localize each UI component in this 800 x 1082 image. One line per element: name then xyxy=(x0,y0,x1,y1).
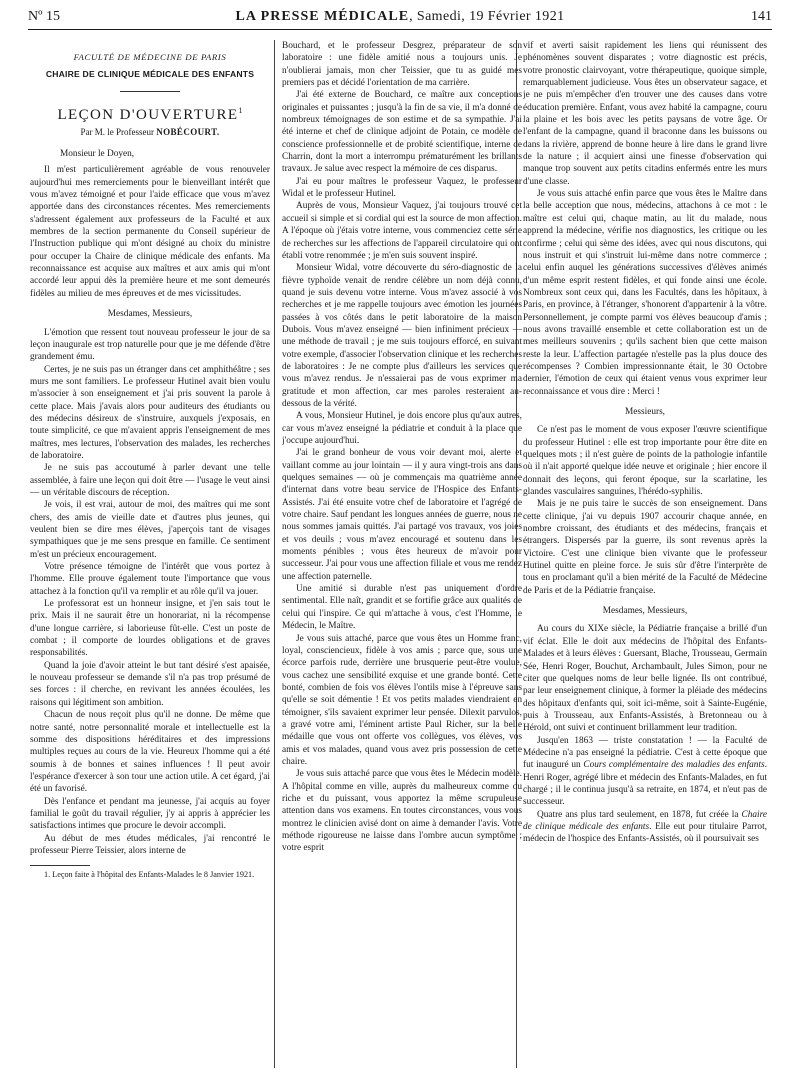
paragraph: Mais je ne puis taire le succès de son enseignement. Dans cette clinique, j'ai vu depuis 1907 accourir chaque année, en nombre croissant, des étudiants et des médecins, français et étrangers. Dispersés par la guerre, ils sont revenus après la Victoire. C'est une clinique bien vivante que le professeur Hutinel quitte en pleine force. Je suis sûr d'être l'interprète de tous en proclamant qu'il a bien mérité de la Faculté de Médecine de Paris et de la Pédiatrie française. xyxy=(523,499,767,596)
paragraph: A vous, Monsieur Hutinel, je dois encore plus qu'aux autres, car vous m'avez enseigné la pédiatrie et conduit à la place que j'occupe aujourd'hui. xyxy=(282,411,522,446)
paragraph-text: Quatre ans plus tard seulement, en 1878, fut créée la xyxy=(537,809,742,820)
faculty-heading: FACULTÉ DE MÉDECINE DE PARIS xyxy=(73,52,227,62)
footnote: 1. Leçon faite à l'hôpital des Enfants-Malades le 8 Janvier 1921. xyxy=(44,870,255,880)
paragraph-text: . Henri Roger, agrégé libre et médecin des Enfants-Malades, en fut chargé ; il le continua jusqu'à sa retraite, en 1874, et n'eut pas de successeur. xyxy=(523,760,767,808)
paragraph xyxy=(523,809,767,846)
paragraph: Au début de mes études médicales, j'ai rencontré le professeur Pierre Teissier, alors interne de xyxy=(30,833,270,856)
paragraph-text: Jusqu'en 1863 — triste constatation ! — la Faculté de Médecine n'a pas enseigné la pédiatrie. C'est à cette époque que fut inauguré un xyxy=(523,735,767,771)
paragraph: Certes, je ne suis pas un étranger dans cet amphithéâtre ; ses murs me sont familiers. Le professeur Hutinel avait bien voulu m'associer à son enseignement et j'ai pris souvent la parole à cette place. Mais j'avais alors pour auditeurs des étudiants ou des médecins désireux de s'instruire, auxquels j'exposais, en toute simplicité, ce que m'avaient appris l'enseignement de mes maîtres, mes lectures, l'observation des malades, les recherches de laboratoire. xyxy=(30,364,270,461)
footnote-mark: 1 xyxy=(238,105,243,115)
paragraph: Je vous suis attaché parce que vous êtes le Médecin modèle. A l'hôpital comme en ville, auprès du malheureux comme du riche et du puissant, vous apportez la même scrupuleuse attention dans vos examens. En toutes circonstances, vous vous montrez le clinicien avisé dont on aime à demander l'avis. Votre méthode rigoureuse ne laisse dans l'ombre aucun symptôme ; votre esprit xyxy=(282,769,522,854)
text-column-1 xyxy=(30,40,270,1070)
paragraph: J'ai été externe de Bouchard, ce maître aux conceptions originales et puissantes ; jusqu'à la fin de sa vie, il m'a donné de nombreux témoignages de son estime et de sa sympathie. J'ai été interne et chef de clinique adjoint de Potain, ce modèle de conscience professionnelle et de probité scientifique, interne de Charrin, dont la mort a interrompu prématurément les brillants travaux. Je salue avec respect la mémoire de ces disparus. xyxy=(282,90,522,175)
paragraph: J'ai le grand bonheur de vous voir devant moi, alerte et vaillant comme au jour lointain — il y aura vingt-trois ans dans quelques semaines — où je commençais ma quatrième année d'internat dans votre beau service de l'Hospice des Enfants-Assistés. J'ai été ensuite votre chef de laboratoire et l'agrégé de votre chaire. Sauf pendant les longues années de guerre, nous ne nous sommes jamais quittés. J'ai partagé vos travaux, vos joies et vos deuils ; vous m'avez encouragé et soutenu dans les moments pénibles ; vous êtes heureux de m'avoir pour successeur. J'ai pour vous une affection filiale et vous me rendez une affection paternelle. xyxy=(282,448,522,582)
page-header xyxy=(28,9,772,30)
journal-name: LA PRESSE MÉDICALE xyxy=(235,9,410,24)
course-title: Cours complémentaire des maladies des enfants xyxy=(583,760,765,771)
paragraph: Auprès de vous, Monsieur Vaquez, j'ai toujours trouvé cet accueil si simple et si cordial qui est la source de mon affection. A l'époque où j'étais votre interne, vous commenciez cette série de recherches sur les affections de l'appareil circulatoire qui ont établi votre renommée ; je m'en suis souvent inspiré. xyxy=(282,201,522,261)
paragraph: Je vois, il est vrai, autour de moi, des maîtres qui me sont chers, des amis de vieille date et d'autres plus jeunes, qui veulent bien se dire mes élèves, j'aperçois tant de visages sympathiques que je me sens presque en famille. Ce sentiment m'est un précieux encouragement. xyxy=(30,500,270,560)
salutation: Messieurs, xyxy=(624,406,666,417)
paragraph: Je vous suis attaché, parce que vous êtes un Homme franc, loyal, consciencieux, fidèle à vos amis ; parce que, sous une écorce parfois rude, derrière une brusquerie peut-être voulue, vous cachez une sensibilité exquise et une grande bonté. Cette bonté, combien de fois vos élèves l'ontils mise à l'épreuve sans qu'elle se soit démentie ! Et vos petits malades viendraient en témoigner, s'ils savaient exprimer leur pensée. Dilexit parvulos, a gravé votre ami, l'éminent artiste Paul Richer, sur la belle médaille que vous ont offerte vos collègues, vos élèves, vos amis et vos malades, quand vous avez pris possession de cette chaire. xyxy=(282,633,522,767)
paragraph: L'émotion que ressent tout nouveau professeur le jour de sa leçon inaugurale est trop naturelle pour que je me défende d'être grandement ému. xyxy=(30,327,270,363)
salutation: Mesdames, Messieurs, xyxy=(107,309,193,320)
paragraph: Je ne suis pas accoutumé à parler devant une telle assemblée, à faire une leçon qui doit être — l'usage le veut ainsi — un véritable discours de réception. xyxy=(30,463,270,498)
paragraph: Monsieur Widal, votre découverte du séro-diagnostic de la fièvre typhoïde venait de rendre célèbre un nom déjà connu, quand je suis devenu votre interne. Vous m'avez associé à vos recherches et je me rappelle toujours avec émotion les journées passées à vos côtés dans le petit laboratoire de la maison Dubois. Vous m'avez enseigné — bien infiniment précieux — une méthode de travail ; je me suis toujours efforcé, en suivant votre exemple, d'associer l'observation clinique et les recherches de laboratoires : Je ne compte plus d'ailleurs les services que vous m'avez rendus. Je n'essaierai pas de vous exprimer ma gratitude et mon affection, car mes paroles resteraient au-dessous de la vérité. xyxy=(282,263,522,409)
page-number: 141 xyxy=(751,9,772,24)
chair-heading: CHAIRE DE CLINIQUE MÉDICALE DES ENFANTS xyxy=(45,69,255,80)
paragraph: Je vous suis attaché enfin parce que vous êtes le Maître dans la belle acception que nous, médecins, attachons à ce mot : le maître est celui qui, chaque matin, au lit du malade, nous apprend la médecine, vérifie nos diagnostics, les critique ou les confirme ; celui qui sème des idées, avec qui nous discutons, qui nous instruit et qui s'instruit lui-même dans notre commerce ; celui enfin auquel les générations successives d'élèves animés d'un même esprit restent fidèles, et qui fonde ainsi une école. Nombreux sont ceux qui, dans les Facultés, dans les hôpitaux, à Paris, en province, à l'étranger, s'honorent d'appartenir à la vôtre. Personnellement, je compte parmi vos élèves beaucoup d'amis ; nous avons travaillé ensemble et cette collaboration est un de mes meilleurs souvenirs ; qu'ils sachent bien que cette maison reste la leur. L'affection partagée n'estelle pas la plus douce des récompenses ? Combien impressionnante était, le 30 Octobre dernier, l'émotion de ceux qui étaient venus vous exprimer leur reconnaissance et vous dire : Merci ! xyxy=(523,189,767,397)
issue-number: Nº 15 xyxy=(28,9,60,24)
paragraph: Le professorat est un honneur insigne, et j'en sais tout le prix. Mais il ne saurait être un honorariat, ni la récompense d'une longue carrière, si laborieuse fût-elle. C'est un poste de combat ; il comporte de lourdes obligations et de graves responsabilités. xyxy=(30,599,270,659)
paragraph: Une amitié si durable n'est pas uniquement d'ordre sentimental. Elle naît, grandit et se fortifie grâce aux qualités de celui qui l'inspire. Ce qui m'attache à vous, c'est l'Homme, le Médecin, le Maître. xyxy=(282,584,522,632)
paragraph: Dès l'enfance et pendant ma jeunesse, j'ai acquis au foyer familial le goût du travail régulier, j'y ai appris à apprécier les satisfactions intimes que procure le devoir accompli. xyxy=(30,796,270,832)
paragraph: Votre présence témoigne de l'intérêt que vous portez à l'homme. Elle prouve également toute l'importance que vous attachez à la fonction qu'il va remplir et au rôle qu'il va jouer. xyxy=(30,562,270,597)
paragraph xyxy=(523,735,767,809)
paragraph: Chacun de nous reçoit plus qu'il ne donne. De même que notre santé, notre personnalité morale et intellectuelle est la somme des dispositions héréditaires et des impressions multiples reçues au cours de la vie. Heureux l'homme qui a été soumis à de bonnes et saines influences ! Il peut avoir l'espérance d'exercer à son tour une action utile. A cet égard, j'ai été un favorisé. xyxy=(30,710,270,795)
paragraph: Ce n'est pas le moment de vous exposer l'œuvre scientifique du professeur Hutinel : elle est trop importante pour être dite en quelques mots ; il n'est guère de points de la pathologie infantile où il n'ait apporté quelque idée neuve et originale ; hier encore il donnait des leçons, qui feront époque, sur la scarlatine, les glandes vasculaires sanguines, l'hérédo-syphilis. xyxy=(523,425,767,498)
heading-rule xyxy=(120,91,180,92)
article-title xyxy=(30,102,270,124)
paragraph-text: . Elle eut pour titulaire Parrot, médecin de l'hospice des Enfants-Assistés, où il poursuivait ses xyxy=(523,821,767,845)
byline xyxy=(30,126,270,138)
paragraph: Quand la joie d'avoir atteint le but tant désiré s'est apaisée, le nouveau professeur se demande s'il n'a pas trop présumé de ses forces : il cherche, en revivant les années écoulées, les raisons qui légitiment son ambition. xyxy=(30,660,270,708)
byline-prefix: Par M. le Professeur xyxy=(80,126,157,137)
paragraph: J'ai eu pour maîtres le professeur Vaquez, le professeur Widal et le professeur Hutinel. xyxy=(282,176,522,200)
paragraph: Il m'est particulièrement agréable de vous renouveler aujourd'hui mes remerciements pour le bienveillant intérêt que vous m'avez témoigné et pour l'aide efficace que vous m'avez apportée dans des circonstances récentes. Mes remerciements s'adressent également aux professeurs de la Faculté et aux membres de la section permanente du Conseil supérieur de l'Instruction publique qui m'ont désigné au choix du ministre pour occuper la Chaire de clinique médicale des enfants. Ma reconnaissance est acquise aux maîtres et aux amis qui m'ont accordé leur appui dès la première heure et me sont demeurés fidèles au milieu de mes épreuves et de mes vicissitudes. xyxy=(30,165,270,299)
journal-title-line xyxy=(28,9,772,25)
chair-title: Chaire de clinique médicale des enfants xyxy=(523,809,767,832)
footnote-rule xyxy=(30,865,90,866)
paragraph: Bouchard, et le professeur Desgrez, préparateur de son laboratoire : une fidèle amitié nous a toujours unis. Je n'oublierai jamais, mon cher Teissier, que tu as guidé mes premiers pas et décidé l'orientation de ma carrière. xyxy=(282,41,522,89)
text-column-3 xyxy=(523,40,767,1070)
column-divider xyxy=(274,40,275,1068)
article-title-text: LEÇON D'OUVERTURE xyxy=(57,106,239,123)
salutation: Monsieur le Doyen, xyxy=(60,149,135,160)
issue-date: , Samedi, 19 Février 1921 xyxy=(409,9,565,24)
text-column-2 xyxy=(282,40,522,1070)
paragraph: vif et averti saisit rapidement les liens qui réunissent des phénomènes souvent disparates ; votre diagnostic est précis, votre pronostic clairvoyant, votre thérapeutique, quoique simple, remarquablement judicieuse. Vous êtes un observateur sagace, et je ne puis m'empêcher d'en trouver une des causes dans votre éducation première. Enfant, vous avez habité la campagne, couru la plaine et les bois avec les petits paysans de votre âge. Or l'enfant de la campagne, quand il braconne dans les buissons ou dans la rivière, apprend de bonne heure à lire dans le grand livre de la nature ; il acquiert ainsi une finesse d'observation qui manque trop souvent aux petits citadins enfermés entre les murs d'une classe. xyxy=(523,41,767,187)
salutation: Mesdames, Messieurs, xyxy=(602,606,688,617)
paragraph: Au cours du XIXe siècle, la Pédiatrie française a brillé d'un vif éclat. Elle le doit aux médecins de l'hôpital des Enfants-Malades et à leurs élèves : Guersant, Blache, Trousseau, Germain Sée, Henri Roger, Bouchut, Archambault, Jules Simon, pour ne citer que quelques noms de leur belle lignée. Ils ont contribué, par leur enseignement clinique, à former la pléiade des médecins des hôpitaux d'enfants qui, soit ici-même, soit à Sainte-Eugénie, puis à Trousseau, aux Enfants-Assistés, à Bretonneau ou à Hérold, ont suivi et continuent brillamment leur tradition. xyxy=(523,624,767,734)
author-name: NOBÉCOURT. xyxy=(156,126,220,137)
